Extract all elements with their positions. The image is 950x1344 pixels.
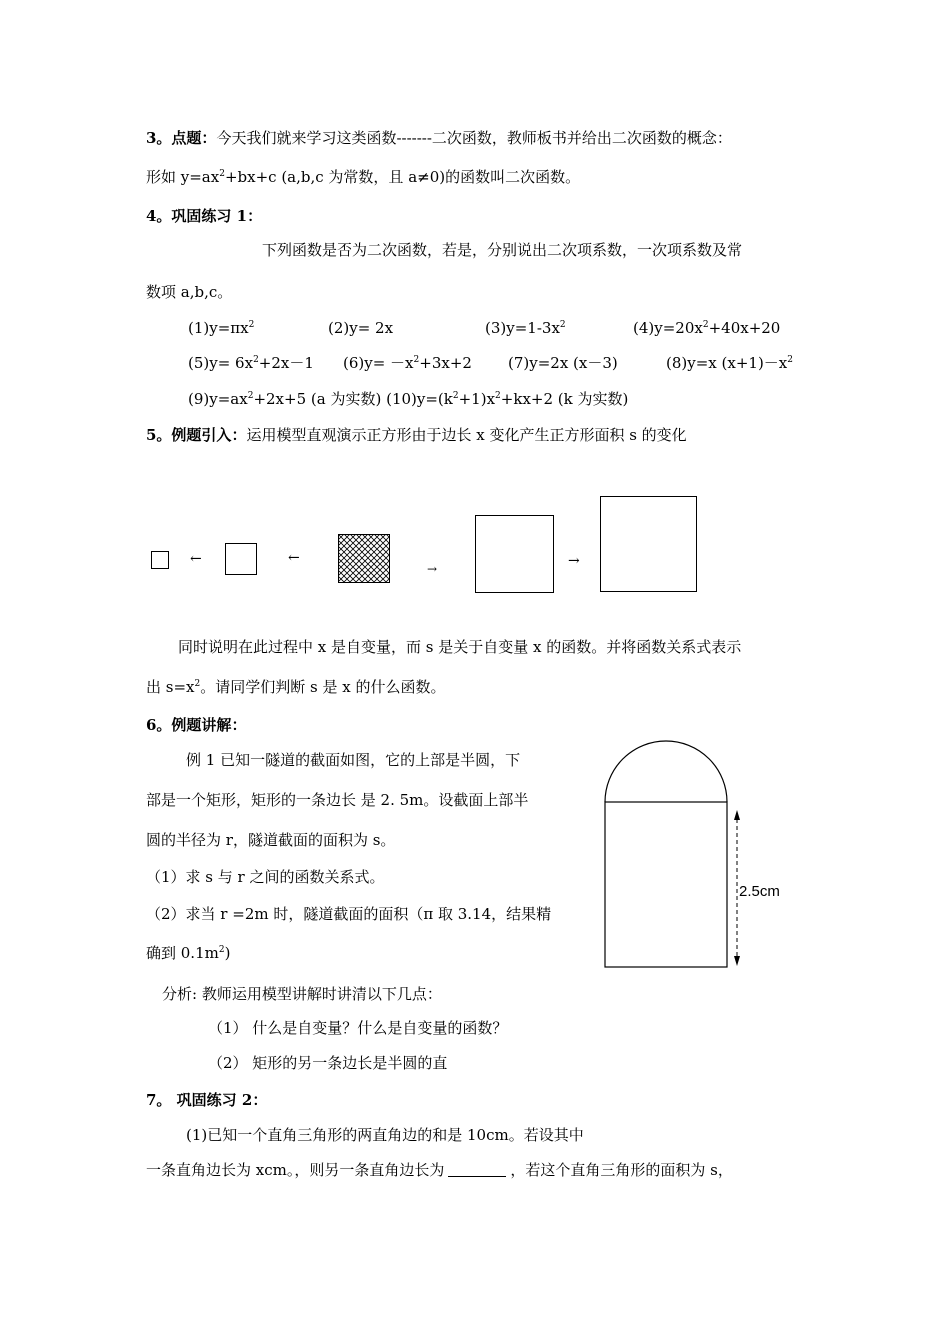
sec7-line1: (1)已知一个直角三角形的两直角边的和是 10cm。若设其中 bbox=[186, 1126, 584, 1144]
figure-label-height: 2.5cm bbox=[739, 883, 780, 900]
exercise-6: $(6)y= -x^2+3x+2$ bbox=[343, 354, 472, 372]
tunnel-cross-section-figure bbox=[600, 740, 800, 972]
arrow-left-1: ← bbox=[190, 551, 202, 567]
square-tiny bbox=[151, 551, 169, 569]
exercise-2: (2)y= 2x bbox=[328, 319, 394, 337]
sec6-heading: 6。例题讲解： bbox=[146, 716, 247, 734]
arrow-right-2: → bbox=[568, 553, 580, 569]
exercise-1: $(1)y=\pi x^2$ bbox=[188, 319, 255, 337]
answer-blank[interactable] bbox=[448, 1162, 506, 1177]
sec4-intro-line1: 下列函数是否为二次函数，若是，分别说出二次项系数，一次项系数及常 bbox=[262, 241, 743, 259]
example1-line3: 圆的半径为 r，隧道截面的面积为 s。 bbox=[146, 831, 396, 849]
analysis-line: 分析: 教师运用模型讲解时讲清以下几点： bbox=[162, 985, 442, 1003]
sec3-definition: 形如 $y=ax^2+bx+c$ (a,b,c 为常数，且 a≠0)的函数叫二次函数。 bbox=[146, 168, 581, 186]
square-largest bbox=[600, 496, 697, 592]
exercise-8: (8)y=x $(x+1)-x^2$ bbox=[666, 354, 793, 372]
sec4-heading: 4。巩固练习 1： bbox=[146, 207, 263, 225]
analysis-point-1: （1） 什么是自变量？什么是自变量的函数？ bbox=[208, 1019, 508, 1037]
square-small bbox=[225, 543, 257, 575]
question-2: （2）求当 r =2m 时，隧道截面的面积（π 取 3.14，结果精 bbox=[146, 905, 552, 923]
sec3-heading: 3。点题： bbox=[146, 129, 217, 147]
question-1: （1）求 s 与 r 之间的函数关系式。 bbox=[146, 868, 385, 886]
square-hatched bbox=[338, 534, 390, 583]
sec5-heading: 5。例题引入： bbox=[146, 426, 247, 444]
exercise-9-10 bbox=[188, 389, 628, 409]
exercise-9: $(9)y=ax^2+2x+5$ (a 为实数) bbox=[188, 390, 382, 408]
exercise-10: $(10)y=(k^2+1)x^2+kx+2$ (k 为实数) bbox=[386, 390, 629, 408]
question-2-cont: 确到 $0.1m^2$) bbox=[146, 944, 231, 962]
example1-line2: 部是一个矩形，矩形的一条边长 是 2. 5m。设截面上部半 bbox=[146, 791, 529, 809]
sec7-heading: 7。 巩固练习 2： bbox=[146, 1091, 268, 1109]
exercise-4: $(4)y=20x^2+40x+20$ bbox=[633, 319, 781, 337]
sec4-intro-line2: 数项 a,b,c。 bbox=[146, 283, 233, 301]
arrow-right-1: → bbox=[427, 562, 438, 576]
sec5-explain-line2: 出 $s=x^2$。请同学们判断 s 是 x 的什么函数。 bbox=[146, 678, 446, 696]
sec3-line1: 3。点题：今天我们就来学习这类函数-------二次函数，教师板书并给出二次函数的概念： bbox=[146, 129, 732, 147]
exercise-5: $(5)y= 6x^2+2x-1$ bbox=[188, 354, 314, 372]
exercise-7: (7)y=2x (x－3) bbox=[508, 354, 618, 372]
arrow-left-2: ← bbox=[288, 550, 300, 566]
sec5-explain-line1: 同时说明在此过程中 x 是自变量，而 s 是关于自变量 x 的函数。并将函数关系式表示 bbox=[178, 638, 742, 656]
example1-line1: 例 1 已知一隧道的截面如图，它的上部是半圆，下 bbox=[186, 751, 521, 769]
sec5-line: 5。例题引入：运用模型直观演示正方形由于边长 x 变化产生正方形面积 s 的变化 bbox=[146, 426, 687, 444]
sec7-line2: 一条直角边长为 xcm。，则另一条直角边长为 ，若这个直角三角形的面积为 s， bbox=[146, 1161, 733, 1179]
exercise-3: $(3)y=1-3x^2$ bbox=[485, 319, 566, 337]
analysis-point-2: （2） 矩形的另一条边长是半圆的直 bbox=[208, 1054, 448, 1072]
square-large bbox=[475, 515, 554, 593]
